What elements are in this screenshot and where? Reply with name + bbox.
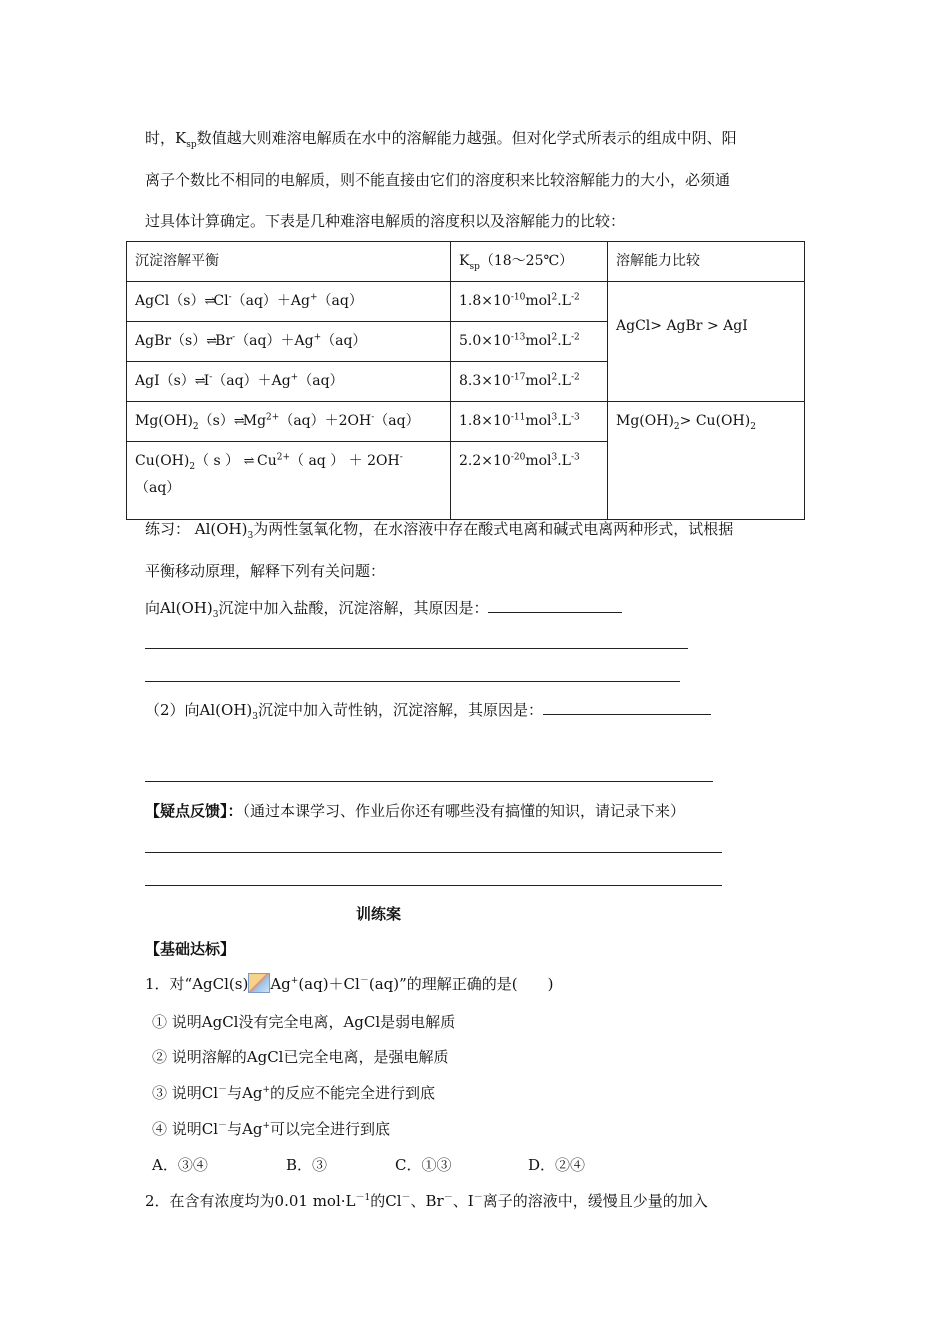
intro-line-2: 离子个数比不相同的电解质，则不能直接由它们的溶度积来比较溶解能力的大小，必须通 [145,171,731,189]
intro-text: 时，K [145,129,187,147]
header-compare: 溶解能力比较 [608,242,805,282]
exercise-question-2: （2）向$Al(OH)_3$沉淀中加入苛性钠，沉淀溶解，其原因是： [145,699,711,720]
option-1: ① 说明AgCl没有完全电离，AgCl是弱电解质 [152,1013,456,1031]
equilibrium-arrow-icon: ⇌ [194,374,204,389]
question-2: 2．在含有浓度均为0.01 $mol\cdot L^{-1}$的Cl－、Br－、I－离子的溶液中，缓慢且少量的加入 [145,1192,708,1210]
equilibrium-cell: $Mg(OH)_2(s)\rightleftharpoons Mg^{2+}(aq)+2OH^-(aq)$ [127,402,451,442]
equilibrium-cell: $Cu(OH)_2$（ s ） ⇌ $Cu^{2+}$（ aq ） ＋ 2OH- （aq） [127,442,451,520]
broken-image-icon [248,973,270,993]
intro-text: 数值越大则难溶电解质在水中的溶解能力越强。但对化学式所表示的组成中阴、阳 [196,129,737,147]
question-1: 1．对“AgCl(s) Ag+(aq)＋Cl－(aq)”的理解正确的是( ) [145,975,554,993]
option-4: ④ 说明Cl－与Ag+可以完全进行到底 [152,1120,391,1138]
intro-line-1 [145,127,737,148]
equilibrium-cell: AgI（s）⇌I-（aq）＋Ag+（aq） [127,362,451,402]
ksp-cell: $5.0\times 10^{-13}mol^2.L^{-2}$ [451,322,608,362]
ksp-table [126,241,805,520]
feedback-line [145,800,685,821]
choice-d: D．②④ [528,1156,586,1174]
answer-blank[interactable] [543,700,711,715]
table-row [127,282,805,322]
choice-c: C．①③ [395,1156,452,1174]
option-2: ② 说明溶解的AgCl已完全电离，是强电解质 [152,1048,449,1066]
ksp-cell: $1.8\times 10^{-10}mol^2.L^{-2}$ [451,282,608,322]
compare-cell-hydroxide: $Mg(OH)_2> Cu(OH)_2$ [608,402,805,520]
header-ksp: $K_{sp}(18\sim 25℃)$ [451,242,608,282]
intro-line-3: 过具体计算确定。下表是几种难溶电解质的溶度积以及溶解能力的比较： [145,212,626,230]
equilibrium-cell: AgCl（s）⇌Cl-（aq）＋Ag+（aq） [127,282,451,322]
answer-line[interactable] [145,648,688,649]
feedback-label: 【疑点反馈】： [145,802,243,820]
training-title: 训练案 [356,905,402,923]
option-3: ③ 说明Cl－与Ag+的反应不能完全进行到底 [152,1084,436,1102]
table-header-row [127,242,805,282]
equilibrium-arrow-icon: ⇌ [233,414,243,429]
answer-blank[interactable] [488,598,622,613]
equilibrium-arrow-icon: ⇌ [243,454,253,469]
compare-cell-silver: AgCl> AgBr > AgI [608,282,805,402]
section-heading: 【基础达标】 [145,940,236,958]
exercise-question-1: 向$Al(OH)_3$沉淀中加入盐酸，沉淀溶解，其原因是： [145,597,622,618]
subscript: sp [186,140,197,150]
answer-line[interactable] [145,885,722,886]
answer-line[interactable] [145,781,713,782]
choice-a: A．③④ [152,1156,208,1174]
equilibrium-arrow-icon: ⇌ [206,334,216,349]
equilibrium-cell: AgBr（s）⇌Br-（aq）＋Ag+（aq） [127,322,451,362]
equilibrium-arrow-icon: ⇌ [204,294,214,309]
ksp-cell: $8.3\times 10^{-17}mol^2.L^{-2}$ [451,362,608,402]
header-equilibrium: 沉淀溶解平衡 [127,242,451,282]
ksp-cell: $2.2\times 10^{-20}mol^3.L^{-3}$ [451,442,608,520]
answer-line[interactable] [145,852,722,853]
ksp-cell: $1.8\times 10^{-11}mol^3.L^{-3}$ [451,402,608,442]
exercise-line-2: 平衡移动原理，解释下列有关问题： [145,562,386,580]
choice-b: B．③ [286,1156,328,1174]
answer-line[interactable] [145,681,680,682]
feedback-text: （通过本课学习、作业后你还有哪些没有搞懂的知识，请记录下来） [242,802,686,820]
exercise-line-1: 练习： $Al(OH)_3$为两性氢氧化物，在水溶液中存在酸式电离和碱式电离两种形式，试根据 [145,520,734,541]
table-row [127,402,805,442]
